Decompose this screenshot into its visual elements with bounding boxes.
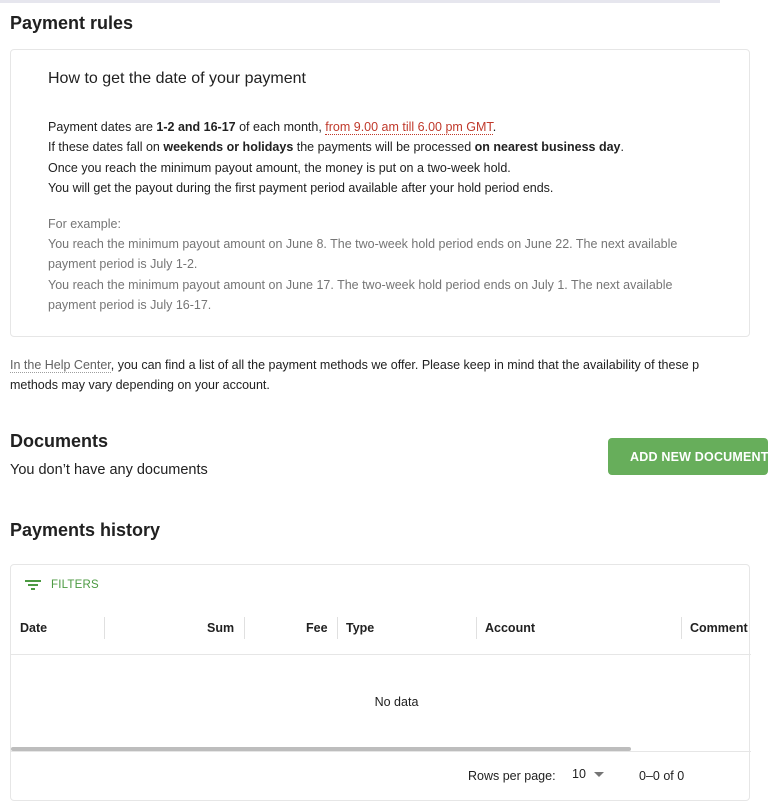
business-day-bold: on nearest business day: [474, 140, 621, 154]
card-title: How to get the date of your payment: [48, 70, 306, 87]
example-1-line-2: payment period is July 1-2.: [48, 257, 198, 271]
column-header-fee[interactable]: Fee: [306, 621, 328, 635]
column-header-comment[interactable]: Comment: [690, 621, 748, 635]
rule-line-payout: You will get the payout during the first payment period available after your hold period ends.: [48, 181, 554, 195]
weekends-bold: weekends or holidays: [163, 140, 294, 154]
payments-history-table: [10, 564, 750, 801]
documents-title: Documents: [10, 431, 109, 451]
documents-empty-text: You don’t have any documents: [10, 462, 208, 478]
no-data-message: No data: [374, 695, 419, 709]
help-center-link[interactable]: In the Help Center: [10, 358, 111, 372]
rows-per-page-select[interactable]: [572, 767, 608, 781]
payment-dates-bold: 1-2 and 16-17: [156, 120, 236, 134]
filter-list-icon: [23, 577, 43, 593]
header-divider: [11, 654, 751, 655]
payments-history-title: Payments history: [10, 520, 161, 540]
example-2-line-1: You reach the minimum payout amount on June 17. The two-week hold period ends on July 1. The next available: [48, 278, 673, 292]
column-separator: [244, 617, 245, 639]
example-1-line-1: You reach the minimum payout amount on June 8. The two-week hold period ends on June 22. The next available: [48, 237, 678, 251]
help-center-note: In the Help Center, you can find a list of all the payment methods we offer. Please keep in mind that the availability of these p methods may vary depending on your account.: [10, 358, 700, 392]
rows-per-page-value: 10: [572, 767, 586, 781]
rows-per-page-label: Rows per page:: [468, 769, 556, 783]
payment-rules-title: Payment rules: [10, 13, 134, 33]
caret-down-icon: [590, 767, 608, 781]
add-new-document-button[interactable]: ADD NEW DOCUMENT: [608, 438, 768, 475]
top-divider: [0, 0, 720, 3]
column-header-type[interactable]: Type: [346, 621, 375, 635]
payment-rules-card: [10, 49, 750, 337]
column-separator: [681, 617, 682, 639]
footer-divider: [11, 751, 751, 752]
column-separator: [104, 617, 105, 639]
column-header-account[interactable]: Account: [485, 621, 535, 635]
rule-line-dates: Payment dates are 1-2 and 16-17 of each month, from 9.00 am till 6.00 pm GMT.: [48, 120, 497, 134]
filters-label: FILTERS: [51, 579, 99, 591]
example-label: For example:: [48, 217, 121, 231]
pagination-range: 0–0 of 0: [639, 769, 685, 783]
column-header-sum[interactable]: Sum: [207, 621, 235, 635]
rule-line-weekends: If these dates fall on weekends or holidays the payments will be processed on nearest business day.: [48, 140, 624, 154]
column-header-date[interactable]: Date: [20, 621, 48, 635]
example-2-line-2: payment period is July 16-17.: [48, 298, 212, 312]
column-separator: [337, 617, 338, 639]
filters-button[interactable]: [23, 577, 99, 593]
rule-line-hold: Once you reach the minimum payout amount, the money is put on a two-week hold.: [48, 161, 511, 175]
column-separator: [476, 617, 477, 639]
time-window-highlight: from 9.00 am till 6.00 pm GMT: [325, 120, 493, 134]
